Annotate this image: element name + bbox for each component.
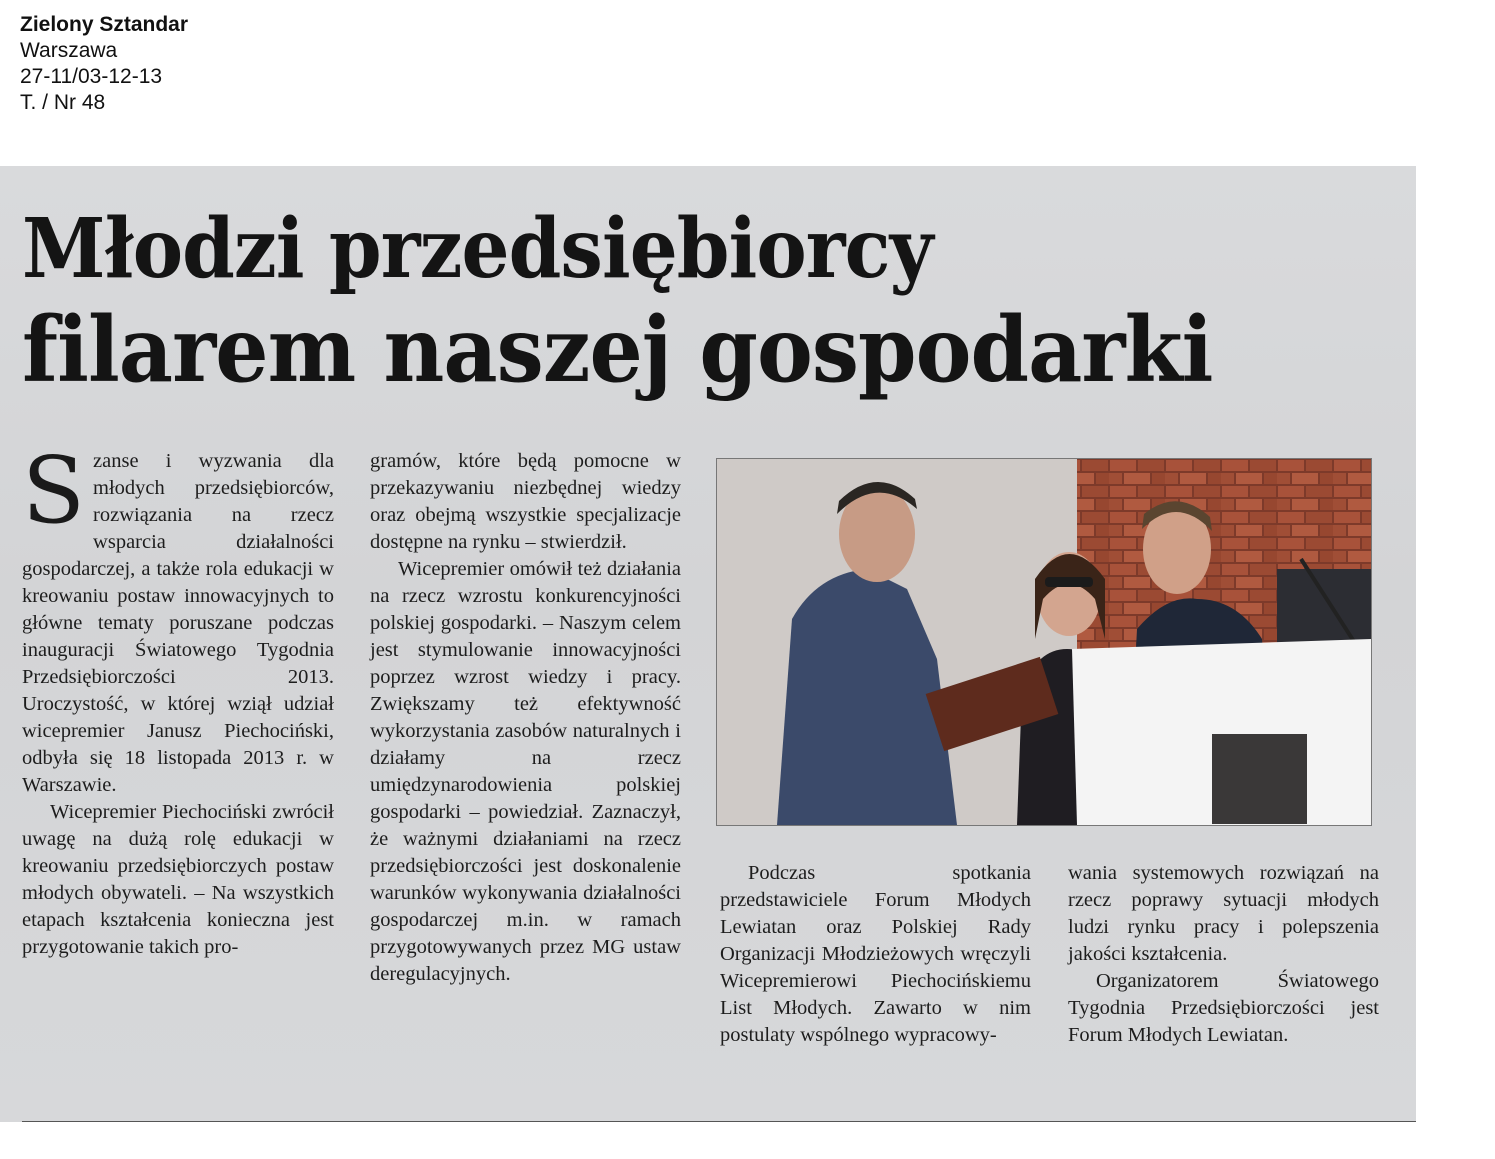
publication-dates: 27-11/03-12-13: [20, 65, 163, 88]
column-3-paragraph-1: Podczas spotkania przedstawiciele Forum Młodych Lewiatan oraz Polskiej Rady Organizacji Młodzieżowych wręczyli Wicepremierowi Piechocińskiemu List Młodych. Zawarto w nim postulaty wspólnego wypracowy-: [720, 862, 1031, 1046]
article-headline: [22, 201, 1402, 403]
newspaper-clipping: [0, 166, 1416, 1122]
clipping-header: [20, 12, 188, 116]
column-2-paragraph-2: Wicepremier omówił też działania na rzecz wzrostu konkurencyjności polskiej gospodarki. – Naszym celem jest stymulowanie innowacyjności poprzez wzrost wiedzy i pracy. Zwiększamy też efektywność wykorzystania zasobów naturalnych i działamy na rzecz umiędzynarodowienia polskiej gospodarki – powiedział. Zaznaczył, że ważnymi działaniami na rzecz przedsiębiorczości jest doskonalenie warunków wykonywania działalności gospodarczej m.in. w ramach przygotowywanych przez MG ustaw deregulacyjnych.: [370, 558, 681, 985]
article-photo: [716, 458, 1372, 826]
article-column-2: [370, 448, 681, 988]
article-column-1: [22, 437, 334, 961]
column-4-paragraph-2: Organizatorem Światowego Tygodnia Przedsiębiorczości jest Forum Młodych Lewiatan.: [1068, 970, 1379, 1046]
bottom-rule: [22, 1121, 1416, 1122]
headline-line-2: filarem naszej gospodarki: [22, 297, 1213, 403]
drop-cap: S: [22, 437, 86, 544]
article-column-4: [1068, 860, 1379, 1049]
ceremony-photo-image: [717, 459, 1371, 825]
column-2-paragraph-1: gramów, które będą pomocne w przekazywaniu niezbędnej wiedzy oraz obejmą wszystkie specjalizacje dostępne na rynku – stwierdził.: [370, 450, 681, 553]
publication-name: Zielony Sztandar: [20, 13, 189, 36]
column-4-paragraph-1: wania systemowych rozwiązań na rzecz poprawy sytuacji młodych ludzi rynku pracy i polepszenia jakości kształcenia.: [1068, 862, 1379, 965]
column-1-paragraph-2: Wicepremier Piechociński zwrócił uwagę na dużą rolę edukacji w kreowaniu przedsiębiorczych postaw młodych obywateli. – Na wszystkich etapach kształcenia konieczna jest przygotowanie takich pro-: [22, 801, 334, 958]
column-1-paragraph-1: zanse i wyzwania dla młodych przedsiębiorców, rozwiązania na rzecz wsparcia działalności gospodarczej, a także rola edukacji w kreowaniu postaw innowacyjnych to główne tematy poruszane podczas inauguracji Światowego Tygodnia Przedsiębiorczości 2013. Uroczystość, w której wziął udział wicepremier Janusz Piechociński, odbyła się 18 listopada 2013 r. w Warszawie.: [22, 450, 334, 796]
publication-city: Warszawa: [20, 39, 118, 62]
headline-line-1: Młodzi przedsiębiorcy: [22, 201, 933, 297]
article-column-3: [720, 860, 1031, 1049]
publication-issue: T. / Nr 48: [20, 91, 106, 114]
